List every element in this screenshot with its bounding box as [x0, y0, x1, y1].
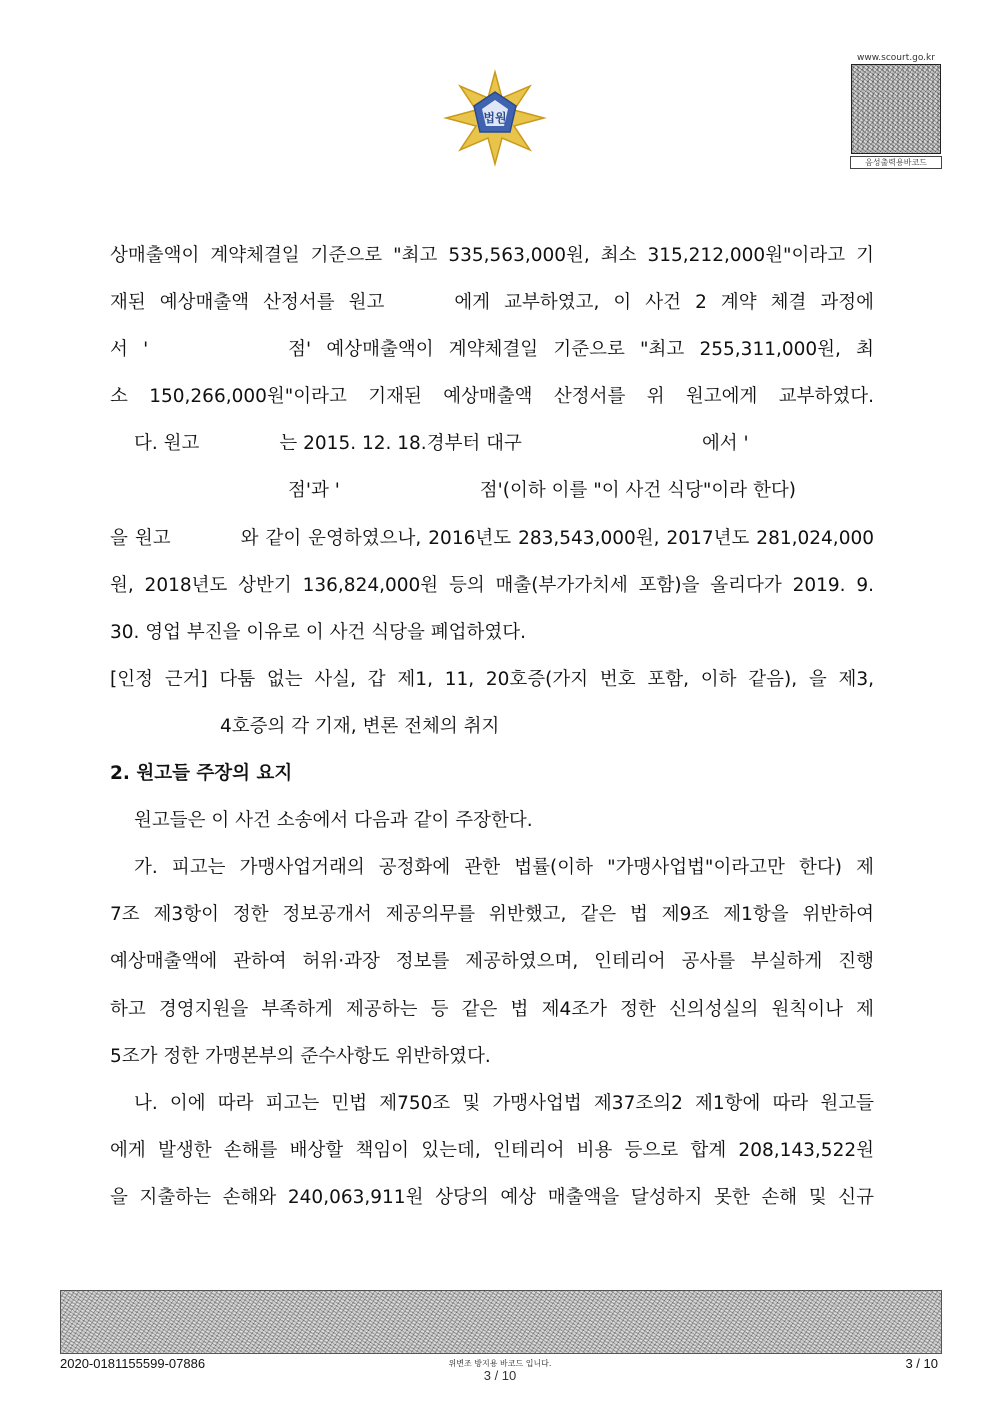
text-line: 5조가 정한 가맹본부의 준수사항도 위반하였다. [110, 1045, 491, 1067]
text-line [110, 279, 874, 326]
text-segment: 에서 ' [701, 433, 749, 455]
document-body [110, 232, 874, 1221]
barcode-note: 위변조 방지용 바코드 입니다. [448, 1359, 552, 1368]
text-line: 나. 이에 따라 피고는 민법 제750조 및 가맹사업법 제37조의2 제1항에 따라 원고들 [134, 1092, 874, 1114]
text-line: [인정 근거] 다툼 없는 사실, 갑 제1, 11, 20호증(가지 번호 포함, 이하 같음), 을 제3, [110, 668, 874, 690]
text-segment: 점' 예상매출액이 계약체결일 기준으로 "최고 255,311,000원, 최 [288, 339, 875, 361]
text-line: 가. 피고는 가맹사업거래의 공정화에 관한 법률(이하 "가맹사업법"이라고만 한다) 제 [134, 857, 874, 879]
text-line: 원, 2018년도 상반기 136,824,000원 등의 매출(부가가치세 포함)을 올리다가 2019. 9. [110, 574, 874, 596]
document-id: 2020-0181155599-07886 [60, 1356, 206, 1371]
text-line: 상매출액이 계약체결일 기준으로 "최고 535,563,000원, 최소 315,212,000원"이라고 기 [110, 245, 874, 266]
court-emblem-logo [440, 68, 550, 168]
text-line: 4호증의 각 기재, 변론 전체의 취지 [220, 715, 500, 737]
barcode-image [851, 64, 941, 154]
text-line: 7조 제3항이 정한 정보공개서 제공의무를 위반했고, 같은 법 제9조 제1항을 위반하여 [110, 904, 874, 926]
emblem-text: 법원 [483, 111, 507, 125]
text-segment: 을 원고 [110, 527, 171, 549]
text-line: 하고 경영지원을 부족하게 제공하는 등 같은 법 제4조가 정한 신의성실의 원칙이나 제 [110, 998, 874, 1020]
page-number: 3 / 10 [905, 1356, 938, 1371]
text-line [110, 515, 874, 562]
text-segment: 점'(이하 이를 "이 사건 식당"이라 한다) [479, 480, 796, 502]
anti-forgery-barcode [60, 1290, 942, 1354]
text-segment: 와 같이 운영하였으나, 2016년도 283,543,000원, 2017년도 281,024,000 [240, 527, 875, 549]
text-line [110, 467, 874, 514]
text-segment: 는 2015. 12. 18.경부터 대구 [279, 433, 522, 455]
section-heading: 2. 원고들 주장의 요지 [110, 763, 293, 785]
text-line: 예상매출액에 관하여 허위·과장 정보를 제공하였으며, 인테리어 공사를 부실하게 진행 [110, 951, 874, 973]
text-line: 소 150,266,000원"이라고 기재된 예상매출액 산정서를 위 원고에게 교부하였다. [110, 386, 874, 408]
text-segment: 에게 교부하였고, 이 사건 2 계약 체결 과정에 [454, 292, 874, 314]
text-line [110, 420, 874, 467]
text-segment: 서 ' [110, 339, 149, 361]
barcode-url: www.scourt.go.kr [857, 53, 935, 63]
text-segment: 다. 원고 [134, 433, 200, 455]
barcode-caption: 음성출력용바코드 [850, 156, 942, 169]
text-line: 을 지출하는 손해와 240,063,911원 상당의 예상 매출액을 달성하지 못한 손해 및 신규 [110, 1186, 874, 1208]
text-segment: 재된 예상매출액 산정서를 원고 [110, 292, 385, 314]
center-page-number: 3 / 10 [483, 1368, 517, 1383]
text-line: 에게 발생한 손해를 배상할 책임이 있는데, 인테리어 비용 등으로 합계 208,143,522원 [110, 1139, 874, 1161]
text-line [110, 326, 874, 373]
voice-output-barcode [850, 52, 942, 169]
text-line: 원고들은 이 사건 소송에서 다음과 같이 주장한다. [134, 810, 533, 832]
text-line: 30. 영업 부진을 이유로 이 사건 식당을 폐업하였다. [110, 621, 527, 643]
text-segment: 점'과 ' [288, 480, 340, 502]
